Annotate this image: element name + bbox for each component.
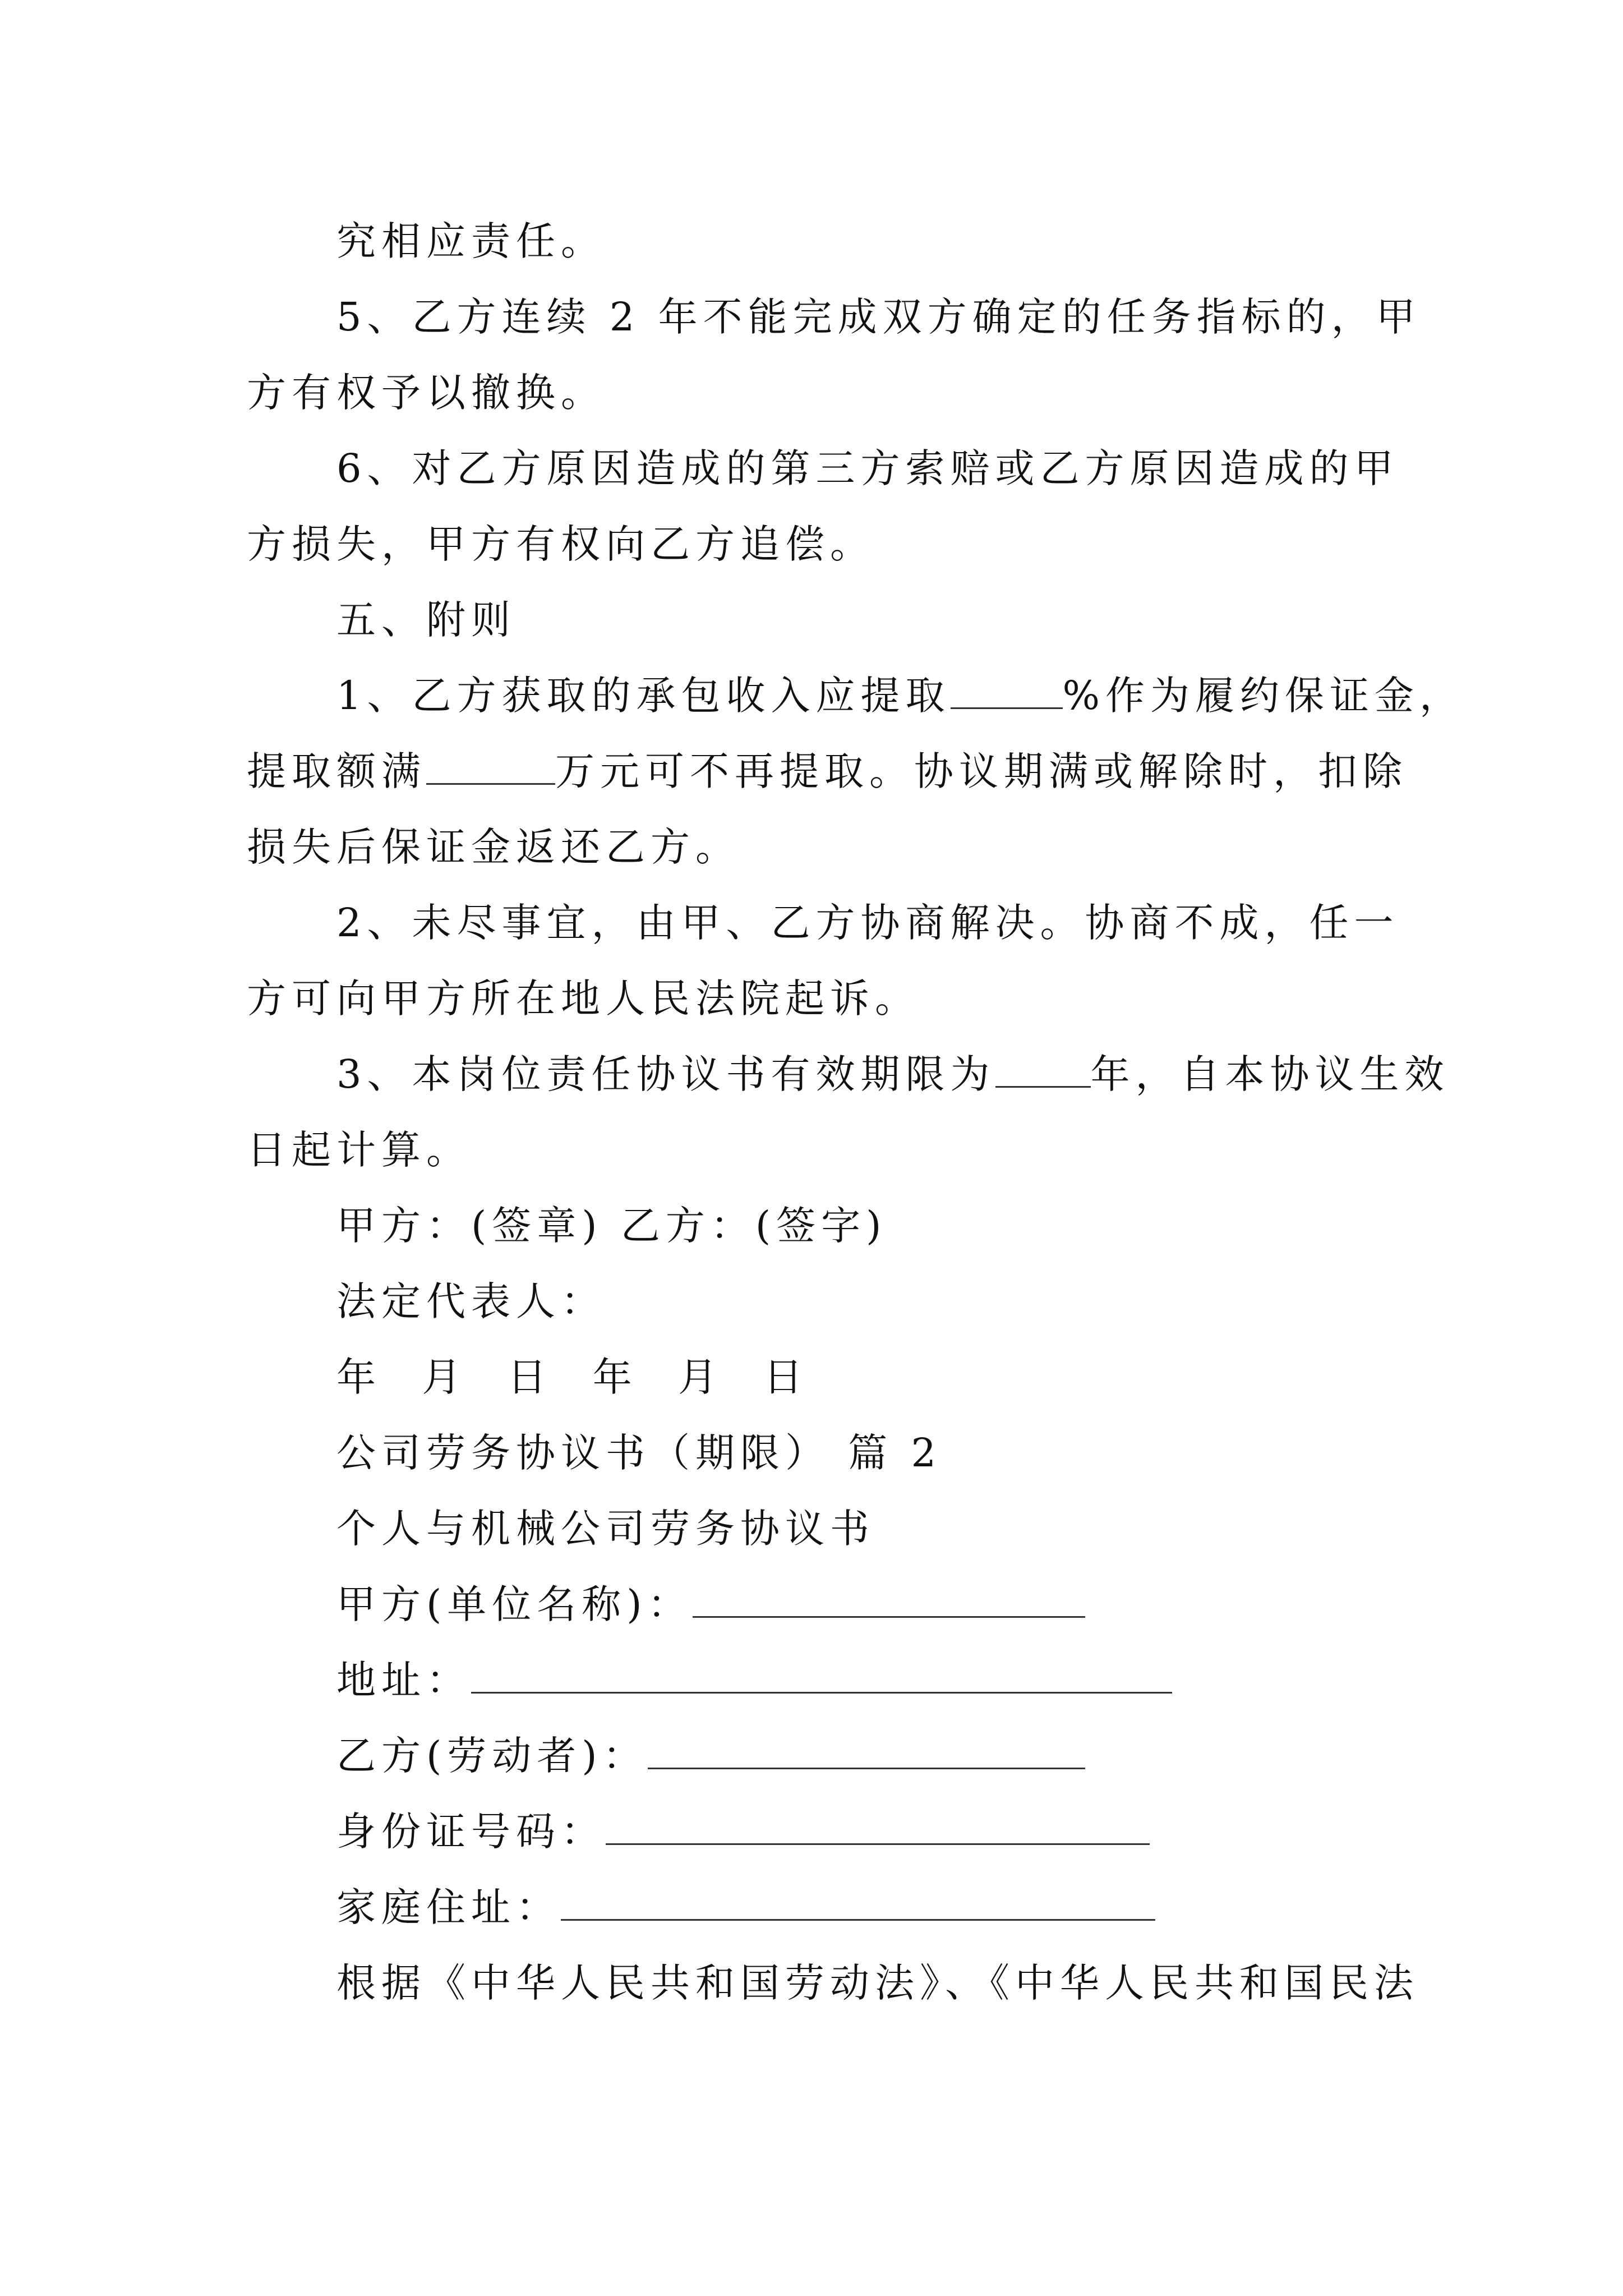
paragraph-line: 3、本岗位责任协议书有效期限为 年，自本协议生效 (336, 1051, 1450, 1097)
paragraph-line: 提取额满 万元可不再提取。协议期满或解除时，扣除 (247, 748, 1408, 794)
paragraph-line: 日起计算。 (247, 1127, 471, 1173)
address-field: 地址： (336, 1660, 1172, 1700)
paragraph-line: 方可向甲方所在地人民法院起诉。 (247, 976, 920, 1022)
document-title: 个人与机械公司劳务协议书 (336, 1506, 875, 1552)
fill-in-blank (561, 1890, 1155, 1921)
fill-in-blank (648, 1738, 1085, 1769)
party-b-field: 乙方(劳动者)： (336, 1736, 1085, 1775)
paragraph-line: 方损失，甲方有权向乙方追偿。 (247, 521, 875, 567)
section-heading: 公司劳务协议书（期限） 篇 2 (336, 1430, 942, 1476)
legal-representative-line: 法定代表人： (336, 1278, 606, 1324)
paragraph-line: 5、乙方连续 2 年不能完成双方确定的任务指标的，甲 (336, 294, 1421, 340)
paragraph-line: 方有权予以撤换。 (247, 370, 606, 416)
paragraph-line: 根据《中华人民共和国劳动法》、《中华人民共和国民法 (336, 1960, 1419, 2006)
section-heading: 五、附则 (336, 597, 516, 643)
date-line: 年 月 日 年 月 日 (336, 1354, 809, 1400)
party-a-field: 甲方(单位名称)： (336, 1585, 1085, 1624)
paragraph-line: 6、对乙方原因造成的第三方索赔或乙方原因造成的甲 (336, 445, 1399, 491)
signature-line: 甲方：(签章) 乙方：(签字) (336, 1203, 887, 1249)
paragraph-line: 1、乙方获取的承包收入应提取 %作为履约保证金， (336, 673, 1465, 719)
paragraph-line: 损失后保证金返还乙方。 (247, 824, 740, 870)
fill-in-blank (951, 678, 1063, 709)
fill-in-blank (693, 1587, 1085, 1618)
fill-in-blank (426, 754, 555, 785)
home-address-field: 家庭住址： (336, 1888, 1155, 1927)
paragraph-line: 2、未尽事宜，由甲、乙方协商解决。协商不成，任一 (336, 900, 1399, 946)
fill-in-blank (995, 1057, 1091, 1088)
id-number-field: 身份证号码： (336, 1812, 1150, 1851)
paragraph-line: 究相应责任。 (336, 218, 606, 264)
fill-in-blank (606, 1814, 1150, 1845)
fill-in-blank (471, 1663, 1172, 1694)
